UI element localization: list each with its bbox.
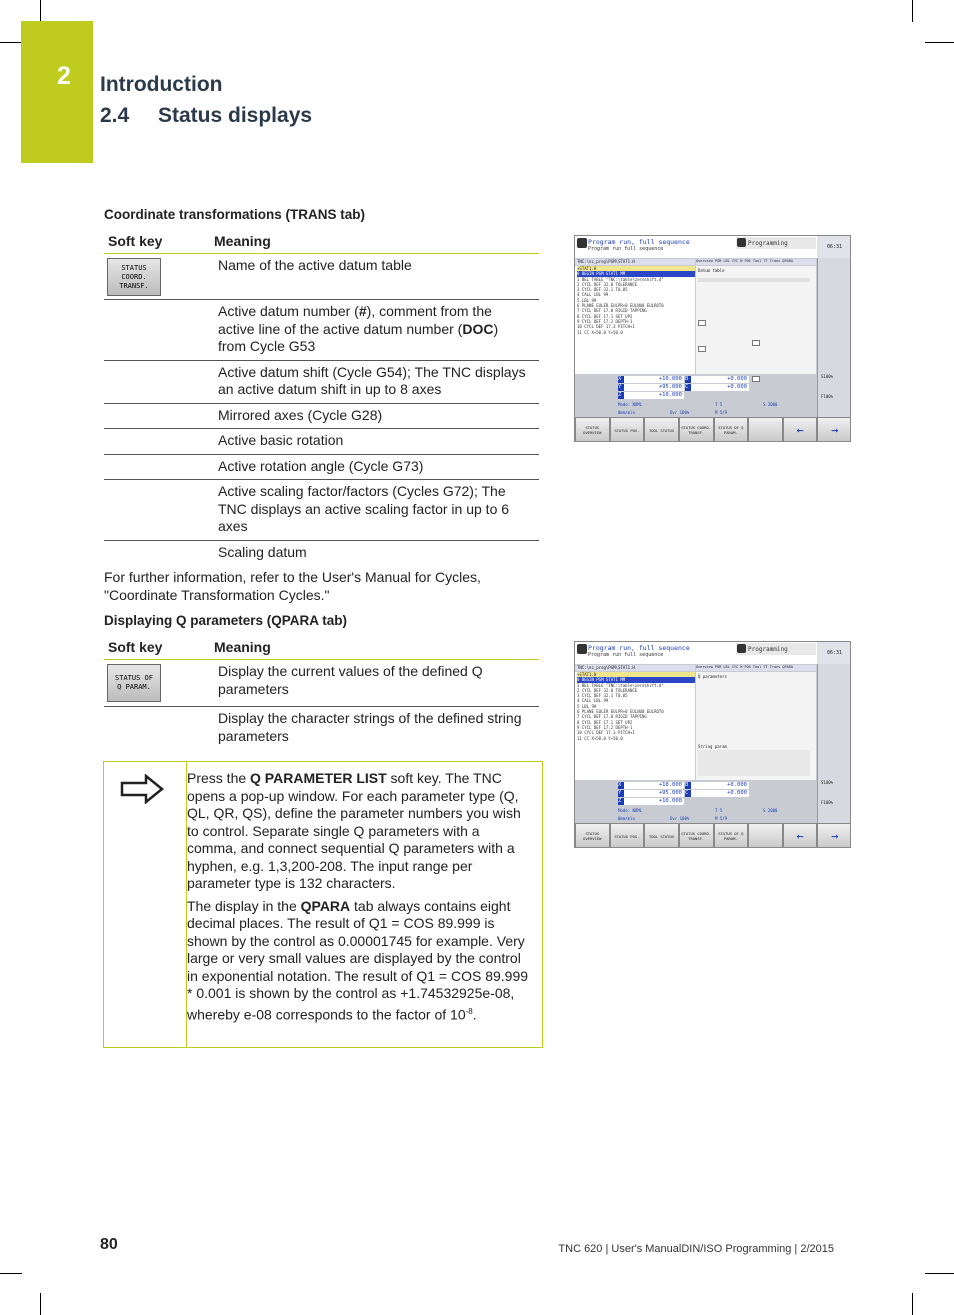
softkey[interactable] [748,417,783,442]
programming-icon [737,238,746,247]
programming-label[interactable]: Programming [736,237,816,249]
crop-mark [925,42,954,43]
softkey[interactable]: STATUS OVERVIEW [575,417,610,442]
status-panel: Q parameters String param [696,672,816,780]
back-arrow-icon[interactable]: ← [783,417,818,442]
qpara-heading: Displaying Q parameters (QPARA tab) [104,613,348,628]
table-header [104,635,539,660]
softkey[interactable]: TOOL STATUS [644,417,679,442]
row-meaning: Active scaling factor/factors (Cycles G72); The TNC displays an active scaling factor in up to 6 axes [218,483,510,534]
table-row [104,429,539,455]
crop-mark [40,0,41,22]
softkey[interactable]: STATUS COORD. TRANSF. [679,417,714,442]
softkey[interactable]: STATUS OF Q PARAM. [714,823,749,848]
crop-mark [0,1273,22,1274]
tnc-screen-trans: Program run, full sequence Program run full sequence Programming 06:31 TNC:\nc_prog\PGM\STAT1.H Overview PGM LBL CYC M POS Tool TT Trans QPARA +STAT1.H 0 BEGIN PGM STAT1 MM 1 BEL TABLE "TNC:\table\zeroshift.d" 2 CYCL DEF 32.0 TOLERANCE 3 CYCL DEF 32.1 T0.05 4 CALL LBL 99 5 LBL 99 6 PLANE EULER EULPR+0 EULNU0 EULROT0 7 CYCL DEF 17.0 RIGID TAPPING 8 CYCL DEF 17.1 SET UP2 9 CYCL DEF 17.2 DEPTH-1 10 CYCL DEF 17.3 PITCH+1 11 CC X+50.0 Y+50.0 Datum table S100% F100% X +10.000 Y +95.000 Z +10.000 B +0.000 C +0.000 Mode: NOML 0mm/min Ovr 100% M 5/9 T 5 S 2000 STATUS OVERVIEW STATUS POS. TOOL STATUS STATUS COORD. TRANSF. STATUS OF Q PARAM. ← → [574,235,851,442]
mode-icon [577,644,587,654]
program-listing: +STAT1.H 0 BEGIN PGM STAT1 MM 1 BEL TABLE "TNC:\table\zeroshift.d" 2 CYCL DEF 32.0 TOLERANCE 3 CYCL DEF 32.1 T0.05 4 CALL LBL 99 5 LBL 99 6 PLANE EULER EULPR+0 EULNU0 EULROT0 7 CYCL DEF 17.0 RIGID TAPPING 8 CYCL DEF 17.1 SET UP2 9 CYCL DEF 17.2 DEPTH-1 10 CYCL DEF 17.3 PITCH+1 11 CC X+50.0 Y+50.0 [575,266,695,374]
status-tabs[interactable]: Overview PGM LBL CYC M POS Tool TT Trans QPARA [696,665,816,671]
section-number: 2.4 [100,104,130,127]
softkey[interactable] [748,823,783,848]
programming-label[interactable]: Programming [736,643,816,655]
table-row [104,404,539,430]
row-meaning: Name of the active datum table [218,257,412,273]
right-softkey-bar: S100% F100% [817,664,851,848]
forward-arrow-icon[interactable]: → [817,823,851,848]
forward-arrow-icon[interactable]: → [817,417,851,442]
row-meaning: Display the character strings of the defined string parameters [218,710,522,744]
softkey[interactable]: STATUS OVERVIEW [575,823,610,848]
arrow-right-icon [120,774,164,804]
trans-table [104,229,539,565]
program-path: TNC:\nc_prog\PGM\STAT1.H [575,665,695,671]
col-softkey: Soft key [108,639,163,655]
row-meaning: Scaling datum [218,543,307,560]
page-number: 80 [100,1236,118,1253]
table-row [104,455,539,481]
softkey[interactable]: STATUS COORD. TRANSF. [679,823,714,848]
crop-mark [912,1293,913,1315]
softkey-row [575,823,851,848]
chapter-number: 2 [57,62,71,90]
right-softkey-bar: S100% F100% [817,258,851,442]
crop-mark [40,1293,41,1315]
chapter-tab [21,21,93,163]
note-box [103,761,543,1048]
softkey[interactable]: STATUS POS. [610,417,645,442]
table-row [104,300,539,361]
row-meaning: Mirrored axes (Cycle G28) [218,406,383,423]
qpara-table [104,635,539,749]
crop-mark [925,1273,954,1274]
table-row [104,660,539,707]
row-meaning: Active rotation angle (Cycle G73) [218,457,424,474]
table-row [104,541,539,566]
row-meaning: Active basic rotation [218,432,344,448]
row-meaning: Active datum shift (Cycle G54); The TNC displays an active datum shift in up to 8 axes [218,363,526,397]
mode-subtitle: Program run full sequence [588,246,664,252]
softkey[interactable]: STATUS OF Q PARAM. [714,417,749,442]
status-tabs[interactable]: Overview PGM LBL CYC M POS Tool TT Trans QPARA [696,259,816,265]
mode-subtitle: Program run full sequence [588,652,664,658]
softkey-row [575,417,851,442]
program-path: TNC:\nc_prog\PGM\STAT1.H [575,259,695,265]
program-listing: +STAT1.H 0 BEGIN PGM STAT1 MM 1 BEL TABLE "TNC:\table\zeroshift.d" 2 CYCL DEF 32.0 TOLERANCE 3 CYCL DEF 32.1 T0.05 4 CALL LBL 99 5 LBL 99 6 PLANE EULER EULPR+0 EULNU0 EULROT0 7 CYCL DEF 17.0 RIGID TAPPING 8 CYCL DEF 17.1 SET UP2 9 CYCL DEF 17.2 DEPTH-1 10 CYCL DEF 17.3 PITCH+1 11 CC X+50.0 Y+50.0 [575,672,695,780]
back-arrow-icon[interactable]: ← [783,823,818,848]
status-coord-transf-softkey[interactable]: STATUS COORD. TRANSF. [107,258,161,296]
further-info: For further information, refer to the User's Manual for Cycles, "Coordinate Transformation Cycles." [104,569,481,603]
softkey[interactable]: STATUS POS. [610,823,645,848]
mode-icon [577,238,587,248]
status-of-q-param-softkey[interactable]: STATUS OF Q PARAM. [107,664,161,702]
col-softkey: Soft key [108,233,163,249]
trans-heading: Coordinate transformations (TRANS tab) [104,207,366,222]
crop-mark [912,0,913,22]
row-meaning: Display the current values of the defined Q parameters [218,663,483,697]
tnc-screen-qpara: Program run, full sequence Program run full sequence Programming 06:31 TNC:\nc_prog\PGM\STAT1.H Overview PGM LBL CYC M POS Tool TT Trans QPARA +STAT1.H 0 BEGIN PGM STAT1 MM 1 BEL TABLE "TNC:\table\zeroshift.d" 2 CYCL DEF 32.0 TOLERANCE 3 CYCL DEF 32.1 T0.05 4 CALL LBL 99 5 LBL 99 6 PLANE EULER EULPR+0 EULNU0 EULROT0 7 CYCL DEF 17.0 RIGID TAPPING 8 CYCL DEF 17.1 SET UP2 9 CYCL DEF 17.2 DEPTH-1 10 CYCL DEF 17.3 PITCH+1 11 CC X+50.0 Y+50.0 Q parameters String param S100% F100% X +10.000 Y +95.000 Z +10.000 B +0.000 C +0.000 Mode: NOML 0mm/min Ovr 100% M 5/9 T 5 S 2000 STATUS OVERVIEW STATUS POS. TOOL STATUS STATUS COORD. TRANSF. STATUS OF Q PARAM. ← → [574,641,851,848]
chapter-title: Introduction [100,73,223,96]
clock: 06:31 [817,236,851,258]
col-meaning: Meaning [214,639,271,655]
mode-title: Program run, full sequence [588,238,690,246]
crop-mark [0,42,22,43]
table-row [104,707,539,749]
table-row [104,361,539,404]
mode-title: Program run, full sequence [588,644,690,652]
table-row [104,254,539,300]
clock: 06:31 [817,642,851,664]
programming-icon [737,644,746,653]
table-header [104,229,539,254]
col-meaning: Meaning [214,233,271,249]
section-title: Status displays [158,104,313,127]
softkey[interactable]: TOOL STATUS [644,823,679,848]
footer-text: TNC 620 | User's ManualDIN/ISO Programming | 2/2015 [558,1243,834,1255]
note-paragraph-1: Press the Q PARAMETER LIST soft key. The TNC opens a pop-up window. For each parameter type (Q, QL, QR, QS), define the parameter numbers you wish to control. Separate single Q parameters with a comma, and connect sequential Q parameters with a hyphen, e.g. 1,3,200-208. The input range per parameter type is 132 characters. [187,770,521,891]
row-meaning: Active datum number (#), comment from the active line of the active datum number (DOC) from Cycle G53 [218,303,499,354]
status-panel: Datum table [696,266,816,374]
table-row [104,480,539,541]
note-paragraph-2: The display in the QPARA tab always contains eight decimal places. The result of Q1 = COS 89.999 is shown by the control as 0.00001745 for example. Very large or very small values are displayed by the control in exponential notation. The result of Q1 = COS 89.999 * 0.001 is shown by the control as +1.74532925e-08, whereby e-08 corresponds to the factor of $10^{-8}$. [187,897,529,1023]
